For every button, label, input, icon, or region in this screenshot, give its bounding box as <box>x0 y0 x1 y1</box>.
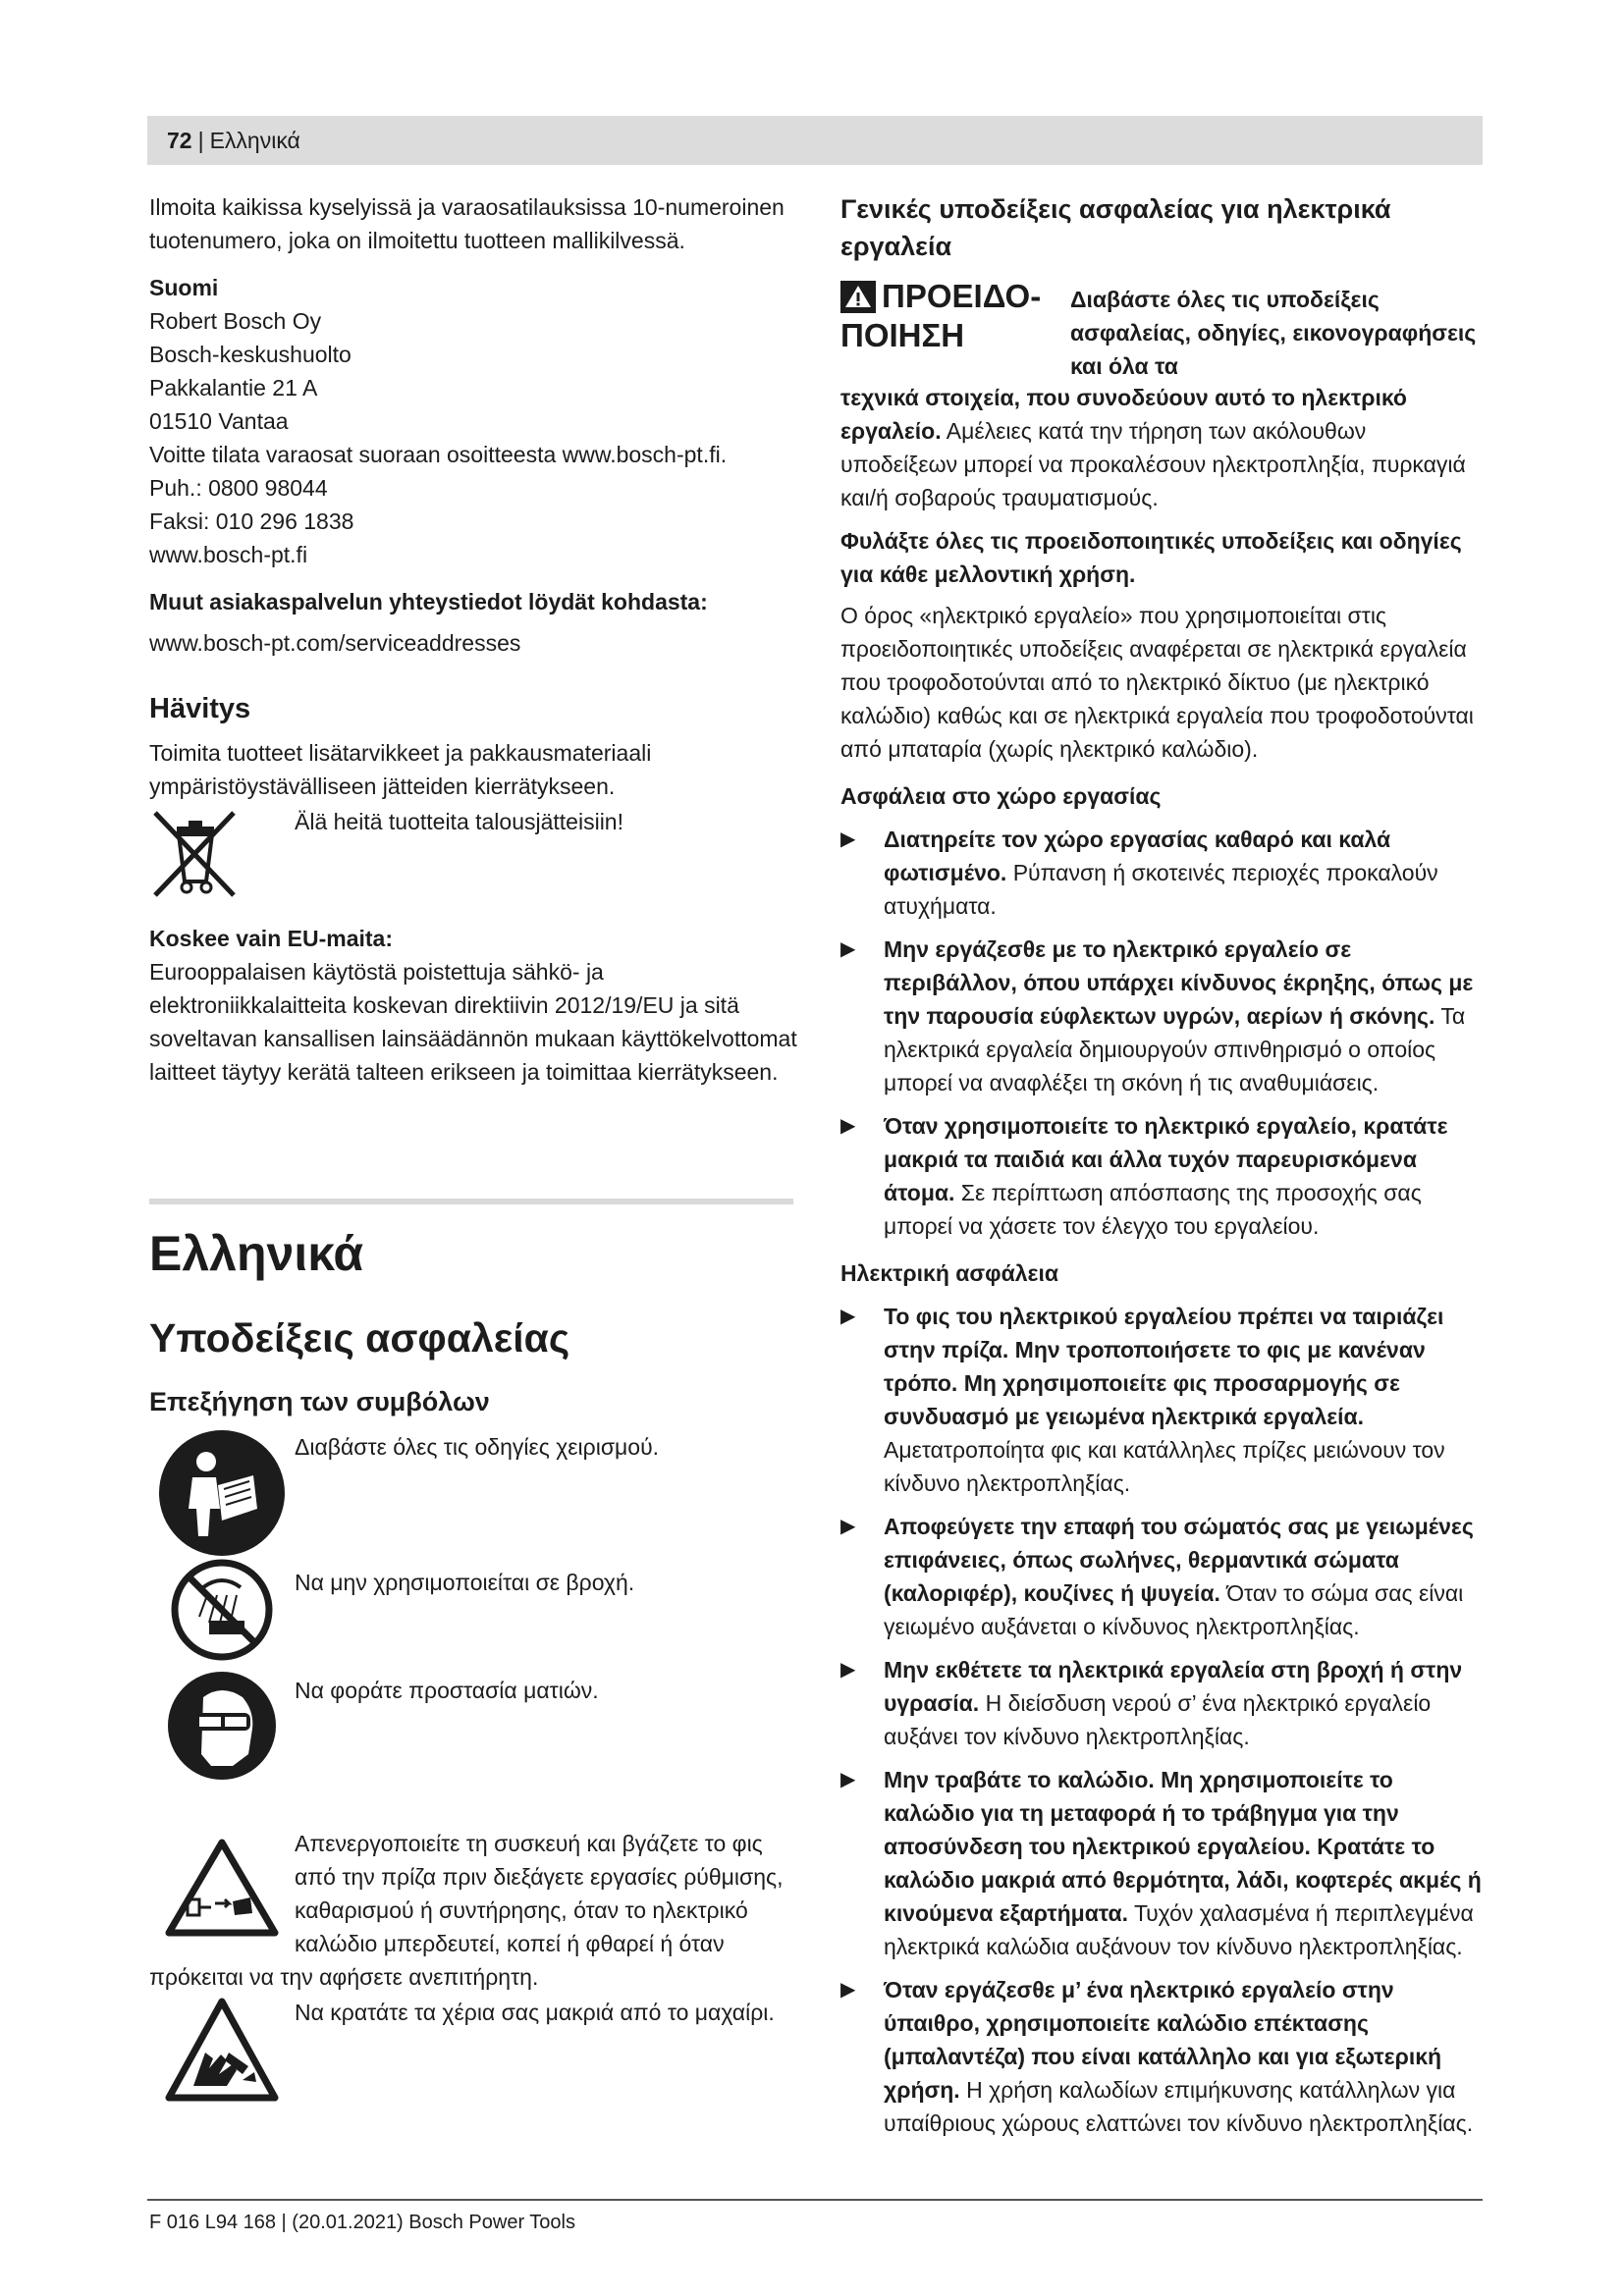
country-heading: Suomi <box>149 275 219 300</box>
bullet-bold: Αποφεύγετε την επαφή του σώματός σας με γειωμένες επιφάνειες, όπως σωλήνες, θερμαντικά σώματα (καλοριφέρ), κουζίνες ή ψυγεία. <box>884 1514 1474 1606</box>
bullet-text: Τα ηλεκτρικά εργαλεία δημιουργούν σπινθηρισμό ο οποίος μπορεί να αναφλέξει τη σκόνη ή τις αναθυμιάσεις. <box>884 1003 1466 1095</box>
address-line: Pakkalantie 21 A <box>149 375 318 400</box>
address-line: Bosch-keskushuolto <box>149 342 352 367</box>
section-divider <box>149 1199 793 1204</box>
bullet-bold: Το φις του ηλεκτρικού εργαλείου πρέπει να ταιριάζει στην πρίζα. Μην τροποποιήσετε το φις με κανέναν τρόπο. Μη χρησιμοποιείτε φις προσαρμογής σε συνδυασμό με γειωμένα ηλεκτρικά εργαλεία. <box>884 1304 1444 1429</box>
page-header <box>147 116 1483 165</box>
symbol-row <box>149 1430 797 1546</box>
bullet-text: Όταν το σώμα σας είναι γειωμένο αυξάνεται ο κίνδυνος ηλεκτροπληξίας. <box>884 1580 1464 1639</box>
header-language: Ελληνικά <box>209 127 300 153</box>
page-number: 72 <box>167 127 192 153</box>
warning-block <box>840 277 1489 514</box>
bullet-text: Ρύπανση ή σκοτεινές περιοχές προκαλούν ατυχήματα. <box>884 860 1438 919</box>
symbol-row <box>149 1827 797 1960</box>
list-item <box>840 1763 1489 1963</box>
read-manual-icon <box>149 1430 295 1556</box>
symbol-text: Να φοράτε προστασία ματιών. <box>295 1678 599 1703</box>
contacts-url: www.bosch-pt.com/serviceaddresses <box>149 630 521 656</box>
keep-instructions: Φυλάξτε όλες τις προειδοποιητικές υποδείξεις και οδηγίες για κάθε μελλοντική χρήση. <box>840 528 1462 587</box>
symbol-row <box>149 1996 797 2106</box>
contacts-heading: Muut asiakaspalvelun yhteystiedot löydät kohdasta: <box>149 589 708 614</box>
bullet-arrow-icon: ▶ <box>840 1516 856 1537</box>
warning-triangle-icon <box>840 281 876 313</box>
address-line: 01510 Vantaa <box>149 408 289 434</box>
address-line: www.bosch-pt.fi <box>149 542 308 567</box>
address-line: Faksi: 010 296 1838 <box>149 508 354 534</box>
bullet-text: Τυχόν χαλασμένα ή περιπλεγμένα ηλεκτρικά καλώδια αυξάνουν τον κίνδυνο ηλεκτροπληξίας. <box>884 1900 1474 1959</box>
header-separator: | <box>197 127 204 153</box>
disposal-text: Toimita tuotteet lisätarvikkeet ja pakkausmateriaali ympäristöystävälliseen jätteiden kierrätykseen. <box>149 740 652 799</box>
address-line: Voitte tilata varaosat suoraan osoitteesta www.bosch-pt.fi. <box>149 442 728 467</box>
bullet-bold: Διατηρείτε τον χώρο εργασίας καθαρό και καλά φωτισμένο. <box>884 827 1391 885</box>
warning-label <box>840 277 1070 383</box>
term-definition: Ο όρος «ηλεκτρικό εργαλείο» που χρησιμοποιείται στις προειδοποιητικές υποδείξεις αναφέρεται σε ηλεκτρικά εργαλεία που τροφοδοτούνται από το ηλεκτρικό δίκτυο (με ηλεκτρικό καλώδιο) καθώς και σε ηλεκτρικά εργαλεία που τροφοδοτούνται από μπαταρία (χωρίς ηλεκτρικό καλώδιο). <box>840 603 1474 762</box>
bullet-arrow-icon: ▶ <box>840 1979 856 2001</box>
disposal-heading: Hävitys <box>149 693 251 724</box>
symbol-text-continued: πρόκειται να την αφήσετε ανεπιτήρητη. <box>149 1964 539 1990</box>
bullet-bold: Όταν εργάζεσθε μ’ ένα ηλεκτρικό εργαλείο στην ύπαιθρο, χρησιμοποιείτε καλώδιο επέκτασης (μπαλαντέζα) που είναι κατάλληλο και για εξωτερική χρήση. <box>884 1977 1442 2103</box>
bullet-text: Σε περίπτωση απόσπασης της προσοχής σας μπορεί να χάσετε τον έλεγχο του εργαλείου. <box>884 1180 1422 1239</box>
warning-label-line-1: ΠΡΟΕΙΔΟ- <box>882 278 1042 314</box>
bullet-bold: Όταν χρησιμοποιείτε το ηλεκτρικό εργαλείο, κρατάτε μακριά τα παιδιά και άλλα τυχόν παρευρισκόμενα άτομα. <box>884 1113 1448 1205</box>
disposal-note: Älä heitä tuotteita talousjätteisiin! <box>295 809 623 834</box>
bullet-arrow-icon: ▶ <box>840 938 856 960</box>
warning-bold-text-cont: τεχνικά στοιχεία, που συνοδεύουν αυτό το ηλεκτρικό εργαλείο. <box>840 385 1407 444</box>
warning-bold-text: Διαβάστε όλες τις υποδείξεις ασφαλείας, οδηγίες, εικονογραφήσεις και όλα τα <box>1070 287 1477 379</box>
list-item <box>840 1653 1489 1753</box>
workplace-heading: Ασφάλεια στο χώρο εργασίας <box>840 783 1162 809</box>
bullet-bold: Μην τραβάτε το καλώδιο. Μη χρησιμοποιείτε το καλώδιο για τη μεταφορά ή το τράβηγμα για την αποσύνδεση του ηλεκτρικού εργαλείου. Κρατάτε το καλώδιο μακριά από θερμότητα, λάδι, κοφτερές ακμές ή κινούμενα εξαρτήματα. <box>884 1767 1482 1926</box>
bullet-bold: Μην εκθέτετε τα ηλεκτρικά εργαλεία στη βροχή ή στην υγρασία. <box>884 1657 1463 1716</box>
address-line: Robert Bosch Oy <box>149 308 322 334</box>
list-item <box>840 933 1489 1099</box>
symbol-text: Να μην χρησιμοποιείται σε βροχή. <box>295 1570 635 1595</box>
safety-title: Υποδείξεις ασφαλείας <box>149 1315 570 1361</box>
bullet-bold: Μην εργάζεσθε με το ηλεκτρικό εργαλείο σε περιβάλλον, όπου υπάρχει κίνδυνος έκρηξης, όπως με την παρουσία εύφλεκτων υγρών, αερίων ή σκόνης. <box>884 936 1474 1029</box>
bullet-text: Η διείσδυση νερού σ’ ένα ηλεκτρικό εργαλείο αυξάνει τον κίνδυνο ηλεκτροπληξίας. <box>884 1690 1432 1749</box>
symbol-text: Απενεργοποιείτε τη συσκευή και βγάζετε το φις από την πρίζα πριν διεξάγετε εργασίες ρύθμισης, καθαρισμού ή συντήρησης, όταν το ηλεκτρικό καλώδιο μπερδευτεί, κοπεί ή φθαρεί ή όταν <box>295 1831 784 1956</box>
left-column <box>149 190 797 2106</box>
right-column <box>840 190 1489 2140</box>
bullet-arrow-icon: ▶ <box>840 1769 856 1790</box>
bullet-arrow-icon: ▶ <box>840 828 856 850</box>
keep-hands-away-icon <box>149 1996 295 2106</box>
symbols-title: Επεξήγηση των συμβόλων <box>149 1387 490 1416</box>
bullet-text: Η χρήση καλωδίων επιμήκυνσης κατάλληλων για υπαίθριους χώρους ελαττώνει τον κίνδυνο ηλεκτροπληξίας. <box>884 2077 1474 2136</box>
symbol-text: Να κρατάτε τα χέρια σας μακριά από το μαχαίρι. <box>295 2000 775 2025</box>
bullet-text: Αμετατροποίητα φις και κατάλληλες πρίζες μειώνουν τον κίνδυνο ηλεκτροπληξίας. <box>884 1437 1445 1496</box>
bullet-arrow-icon: ▶ <box>840 1306 856 1327</box>
bullet-arrow-icon: ▶ <box>840 1115 856 1137</box>
language-title: Ελληνικά <box>149 1226 364 1281</box>
eye-protection-icon <box>149 1672 295 1780</box>
footer-divider <box>147 2199 1483 2201</box>
unplug-warning-icon <box>149 1827 295 1939</box>
no-rain-icon <box>149 1558 295 1662</box>
list-item <box>840 1300 1489 1500</box>
symbol-text: Διαβάστε όλες τις οδηγίες χειρισμού. <box>295 1434 660 1460</box>
eu-heading: Koskee vain EU-maita: <box>149 926 393 951</box>
warning-normal-text: Αμέλειες κατά την τήρηση των ακόλουθων υποδείξεων μπορεί να προκαλέσουν ηλεκτροπληξία, πυρκαγιά και/ή σοβαρούς τραυματισμούς. <box>840 418 1466 510</box>
electrical-heading: Ηλεκτρική ασφάλεια <box>840 1260 1058 1286</box>
warning-label-line-2: ΠΟΙΗΣΗ <box>840 317 965 353</box>
general-safety-title: Γενικές υποδείξεις ασφαλείας για ηλεκτρικά εργαλεία <box>840 194 1391 261</box>
list-item <box>840 1109 1489 1243</box>
footer-text: F 016 L94 168 | (20.01.2021) Bosch Power Tools <box>149 2212 575 2233</box>
symbol-row <box>149 1558 797 1668</box>
symbol-row <box>149 1672 797 1819</box>
crossed-bin-icon <box>149 805 295 912</box>
bullet-arrow-icon: ▶ <box>840 1659 856 1681</box>
eu-text: Eurooppalaisen käytöstä poistettuja sähkö- ja elektroniikkalaitteita koskevan direktiivin 2012/19/EU ja sitä soveltavan kansallisen lainsäädännön mukaan käyttökelvottomat laitteet täytyy kerätä talteen erikseen ja toimittaa kierrätykseen. <box>149 959 797 1085</box>
list-item <box>840 1510 1489 1643</box>
list-item <box>840 823 1489 923</box>
intro-text: Ilmoita kaikissa kyselyissä ja varaosatilauksissa 10-numeroinen tuotenumero, joka on ilmoitettu tuotteen mallikilvessä. <box>149 194 785 253</box>
disposal-row <box>149 805 797 912</box>
list-item <box>840 1973 1489 2140</box>
address-line: Puh.: 0800 98044 <box>149 475 328 501</box>
